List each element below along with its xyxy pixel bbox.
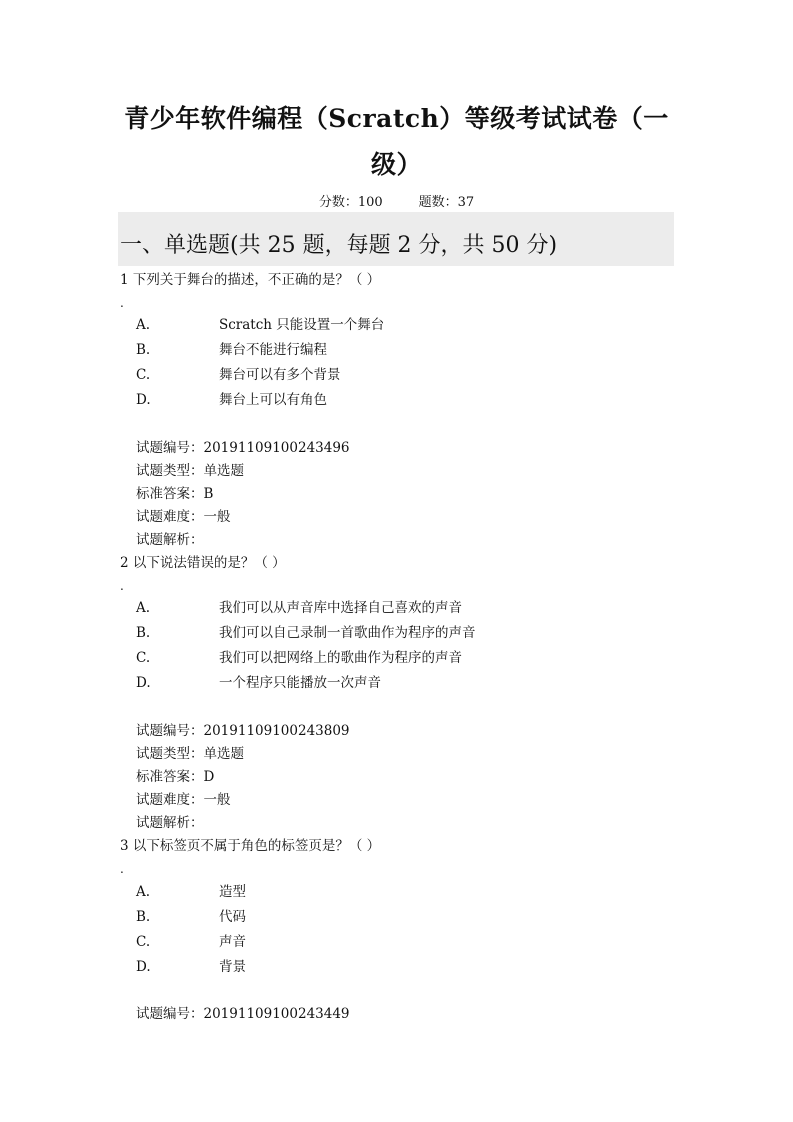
option-key: B. [136,909,151,925]
question-count-text: 题数：37 [418,195,475,210]
question-id: 试题编号：20191109100243809 [136,723,350,739]
option-key: B. [136,342,151,358]
question-stem: 2 以下说法错误的是？（ ） [120,555,286,571]
option-text: 一个程序只能播放一次声音 [219,675,381,691]
question-difficulty: 试题难度：一般 [136,792,231,808]
exam-meta [118,193,675,213]
standard-answer: 标准答案：B [136,486,214,502]
question-type: 试题类型：单选题 [136,746,244,762]
standard-answer: 标准答案：D [136,769,215,785]
section-title: 一、单选题(共 25 题，每题 2 分，共 50 分) [120,233,558,258]
option-key: D. [136,392,151,408]
question-type: 试题类型：单选题 [136,463,244,479]
question-marker: . [120,296,124,310]
question-stem: 1 下列关于舞台的描述，不正确的是？（ ） [120,272,381,288]
option-text: 舞台可以有多个背景 [219,367,341,383]
option-text: 舞台上可以有角色 [219,392,327,408]
option-key: D. [136,675,151,691]
option-text: 我们可以把网络上的歌曲作为程序的声音 [219,650,462,666]
question-analysis: 试题解析： [136,532,204,548]
option-text: 代码 [219,909,246,925]
page-title-line1: 青少年软件编程（Scratch）等级考试试卷（一 [124,104,669,133]
question-difficulty: 试题难度：一般 [136,509,231,525]
option-text: 背景 [219,959,246,975]
option-key: C. [136,367,151,383]
question-stem: 3 以下标签页不属于角色的标签页是？（ ） [120,838,381,854]
option-key: A. [136,600,151,616]
option-text: 舞台不能进行编程 [219,342,327,358]
question-analysis: 试题解析： [136,815,204,831]
score-text: 分数：100 [318,195,383,210]
option-key: C. [136,650,151,666]
option-text: 造型 [219,884,246,900]
question-marker: . [120,579,124,593]
option-text: Scratch 只能设置一个舞台 [219,317,385,333]
option-key: C. [136,934,151,950]
option-key: A. [136,884,151,900]
option-text: 声音 [219,934,246,950]
option-text: 我们可以自己录制一首歌曲作为程序的声音 [219,625,476,641]
option-key: A. [136,317,151,333]
page-title-line2: 级） [370,150,422,179]
question-id: 试题编号：20191109100243449 [136,1006,350,1022]
option-key: B. [136,625,151,641]
option-text: 我们可以从声音库中选择自己喜欢的声音 [219,600,462,616]
option-key: D. [136,959,151,975]
question-id: 试题编号：20191109100243496 [136,440,350,456]
page-title [118,96,675,188]
question-marker: . [120,862,124,876]
